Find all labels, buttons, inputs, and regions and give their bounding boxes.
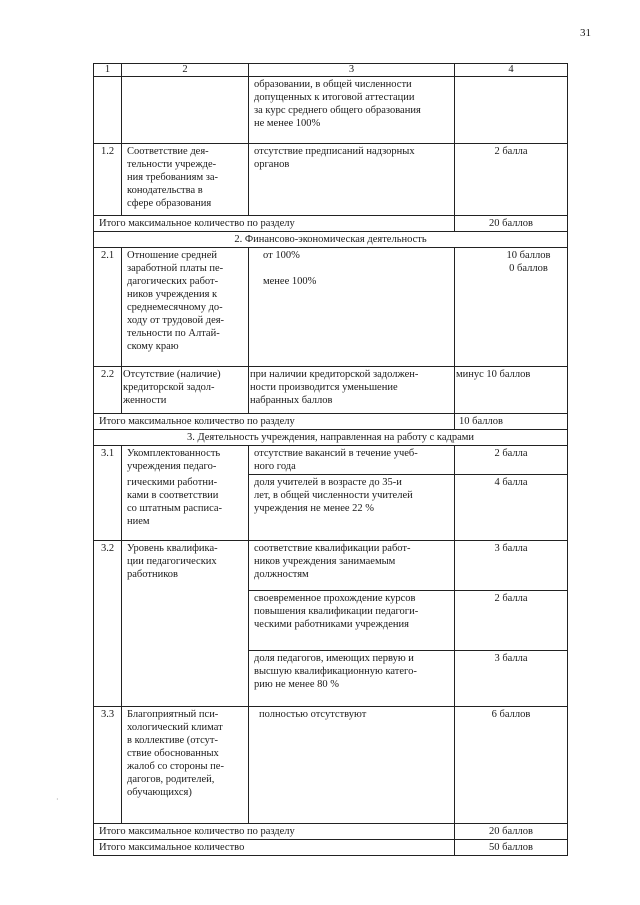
table-row [94,367,568,414]
total-score: 20 баллов [455,216,568,232]
table-row [94,541,568,591]
table-row [94,651,568,707]
section-heading: 3. Деятельность учреждения, направленная на работу с кадрами [94,430,568,446]
criterion-cell: гическими работни- ками в соответствии со штатным расписа- нием [122,475,249,541]
section-total-row [94,414,568,430]
header-col-4: 4 [455,64,568,77]
criterion-cell: Укомплектованность учреждения педаго- [122,446,249,475]
section-heading-row [94,430,568,446]
scan-mark: · [56,795,59,804]
total-label: Итого максимальное количество по разделу [94,824,455,840]
table-row [94,591,568,651]
score-cell: минус 10 баллов [455,367,568,414]
table-row [94,707,568,824]
total-label: Итого максимальное количество по разделу [94,216,455,232]
indicator-cell: своевременное прохождение курсов повышения квалификации педагоги- ческими работниками учреждения [249,591,455,651]
score-cell: 3 балла [455,541,568,591]
score-cell [455,77,568,144]
table-row [94,77,568,144]
table-row [94,446,568,475]
score-cell: 2 балла [455,144,568,216]
criterion-cell: Уровень квалифика- ции педагогических работников [122,541,249,591]
row-number: 3.3 [94,707,122,824]
grand-total-score: 50 баллов [455,840,568,856]
indicator-cell: доля педагогов, имеющих первую и высшую квалификационную катего- рию не менее 80 % [249,651,455,707]
section-heading: 2. Финансово-экономическая деятельность [94,232,568,248]
grand-total-row [94,840,568,856]
total-label: Итого максимальное количество по разделу [94,414,455,430]
score-cell: 6 баллов [455,707,568,824]
indicator-cell: при наличии кредиторской задолжен- ности производится уменьшение набранных баллов [249,367,455,414]
criterion-cell [122,77,249,144]
row-number: 3.1 [94,446,122,475]
table-row [94,144,568,216]
total-score: 20 баллов [455,824,568,840]
indicator-cell: образовании, в общей численности допущенных к итоговой аттестации за курс среднего общего образования не менее 100% [249,77,455,144]
criterion-cell: Отсутствие (наличие) кредиторской задол- женности [122,367,249,414]
page-number: 31 [580,27,591,39]
row-number [94,77,122,144]
table-row [94,248,568,367]
criteria-table [93,63,568,856]
criterion-cell: Благоприятный пси- хологический климат в коллективе (отсут- ствие обоснованных жалоб со стороны пе- дагогов, родителей, обучающихся) [122,707,249,824]
row-number [94,591,122,651]
header-col-3: 3 [249,64,455,77]
section-heading-row [94,232,568,248]
total-score: 10 баллов [455,414,568,430]
score-cell: 2 балла [455,446,568,475]
row-number: 2.2 [94,367,122,414]
section-total-row [94,824,568,840]
header-col-1: 1 [94,64,122,77]
table-header-row [94,64,568,77]
score-cell: 3 балла [455,651,568,707]
table-row [94,475,568,541]
row-number [94,475,122,541]
score-cell: 4 балла [455,475,568,541]
criterion-cell: Отношение средней заработной платы пе- дагогических работ- ников учреждения к среднемесячному до- ходу от трудовой дея- тельности по Алтай- скому краю [122,248,249,367]
row-number: 1.2 [94,144,122,216]
section-total-row [94,216,568,232]
indicator-cell: отсутствие предписаний надзорных органов [249,144,455,216]
row-number [94,651,122,707]
indicator-cell: отсутствие вакансий в течение учеб- ного года [249,446,455,475]
score-cell: 10 баллов 0 баллов [455,248,568,367]
criterion-cell [122,591,249,651]
indicator-cell: соответствие квалификации работ- ников учреждения занимаемым должностям [249,541,455,591]
header-col-2: 2 [122,64,249,77]
grand-total-label: Итого максимальное количество [94,840,455,856]
criterion-cell [122,651,249,707]
indicator-cell: от 100% менее 100% [249,248,455,367]
indicator-cell: полностью отсутствуют [249,707,455,824]
row-number: 3.2 [94,541,122,591]
criterion-cell: Соответствие дея- тельности учрежде- ния требованиям за- конодательства в сфере образования [122,144,249,216]
row-number: 2.1 [94,248,122,367]
score-cell: 2 балла [455,591,568,651]
indicator-cell: доля учителей в возрасте до 35-и лет, в общей численности учителей учреждения не менее 22 % [249,475,455,541]
